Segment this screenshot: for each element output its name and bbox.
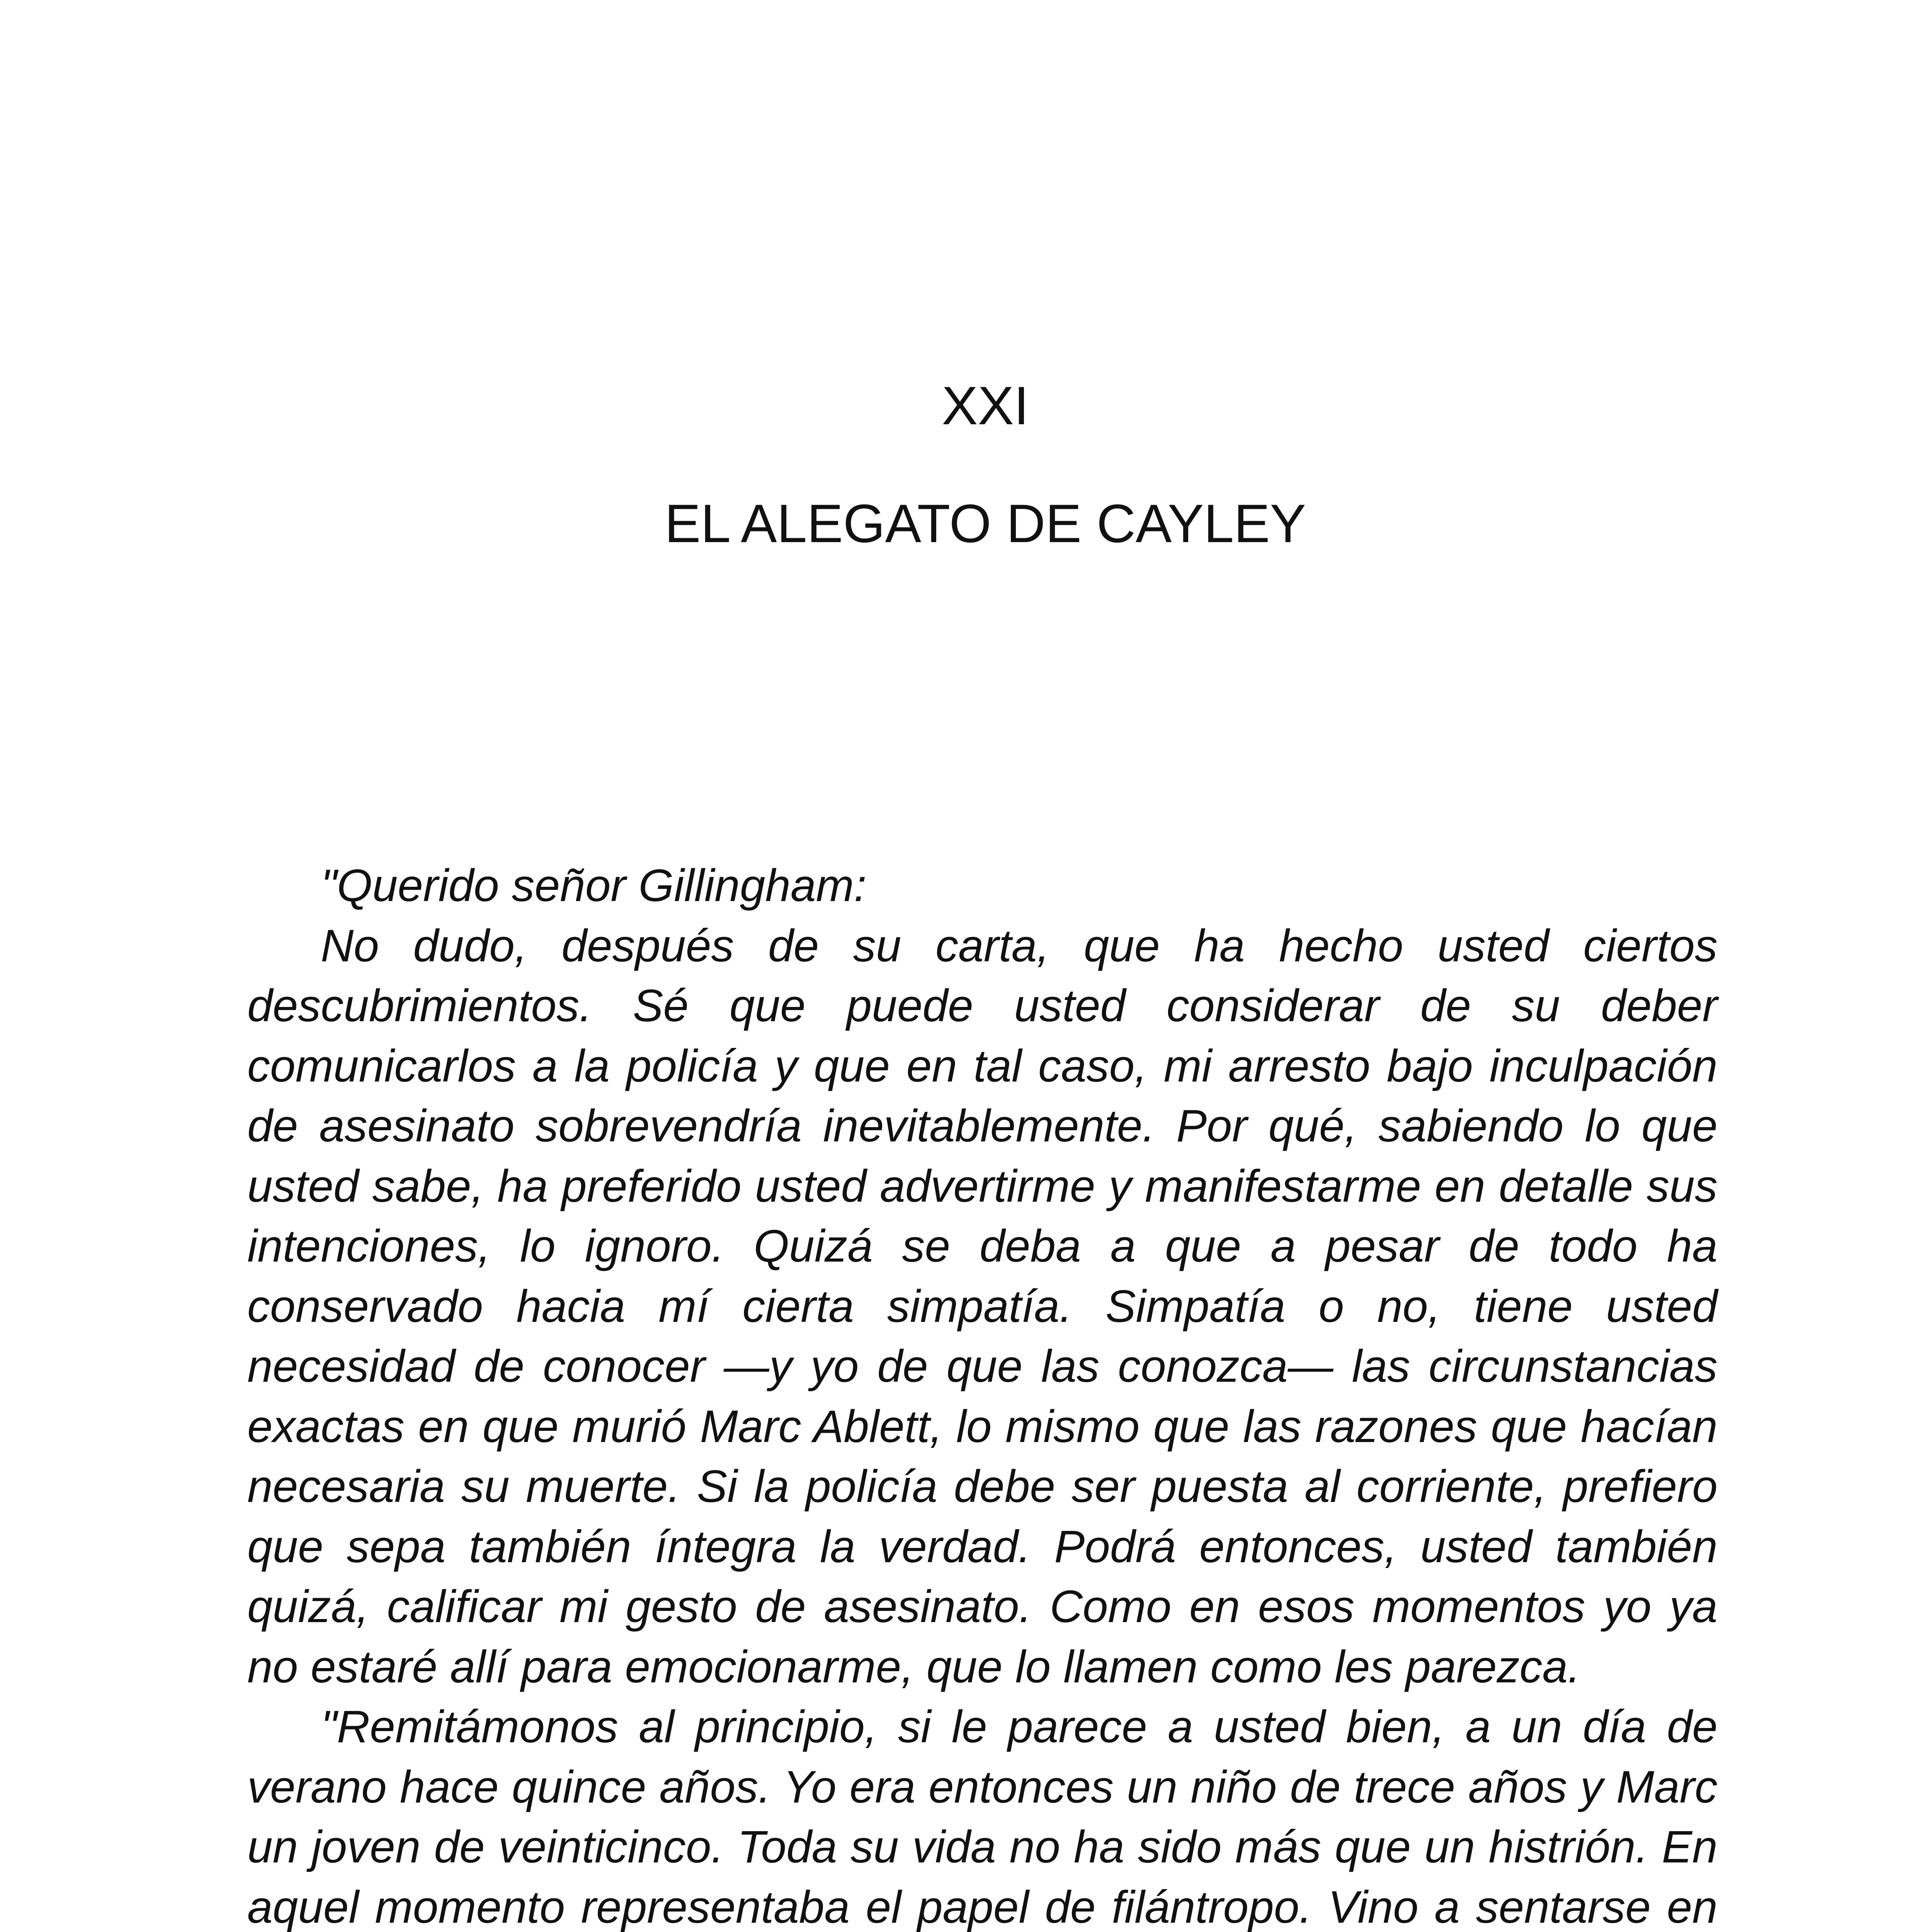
paragraph-letter-opening: No dudo, después de su carta, que ha hecho usted ciertos descubrimientos. Sé que puede usted considerar de su deber comunicarlos a la policía y que en tal caso, mi arresto bajo inculpación de asesinato sobrevendría inevitablemente. Por qué, sabiendo lo que usted sabe, ha preferido usted advertirme y manifestarme en detalle sus intenciones, lo ignoro. Quizá se deba a que a pesar de todo ha conservado hacia mí cierta simpatía. Simpatía o no, tiene usted necesidad de conocer —y yo de que las conozca— las circunstancias exactas en que murió Marc Ablett, lo mismo que las razones que hacían necesaria su muerte. Si la policía debe ser puesta al corriente, prefiero que sepa también íntegra la verdad. Podrá entonces, usted también quizá, calificar mi gesto de asesinato. Como en esos momentos yo ya no estaré allí para emocionarme, que lo llamen como les parezca.	[247, 920, 1718, 1692]
paragraph-salutation: "Querido señor Gillingham:	[321, 860, 867, 911]
paragraph-backstory: "Remitámonos al principio, si le parece a usted bien, a un día de verano hace quince años. Yo era entonces un niño de trece años y Marc un joven de veinticinco. Toda su vida no ha sido más que un histrión. En aquel momento representaba el papel de filántropo. Vino a sentarse en	[247, 1701, 1718, 1932]
chapter-number: XXI	[942, 375, 1029, 436]
chapter-title: EL ALEGATO DE CAYLEY	[665, 493, 1306, 554]
chapter-body	[247, 856, 1718, 1932]
